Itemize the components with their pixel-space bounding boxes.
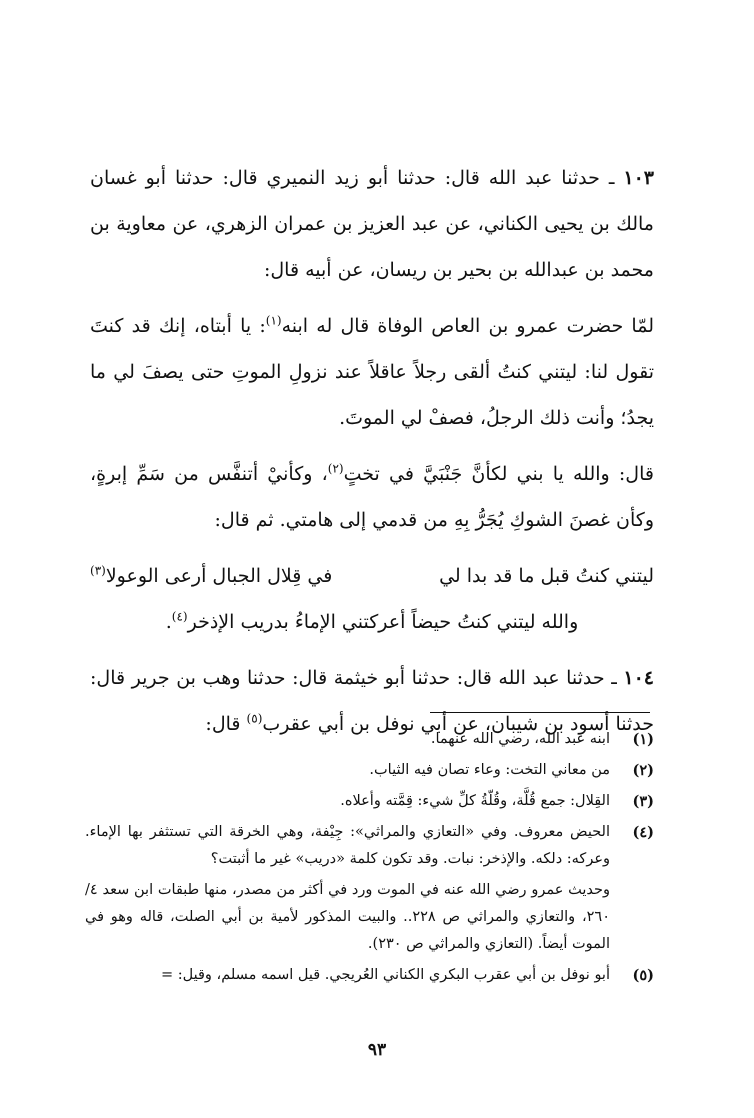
paragraph-text: : يا أبتاه، إنك قد كنتَ تقول لنا: ليتني كنتُ ألقى رجلاً عاقلاً عند نزولِ الموتِ حتى يصفَ لي ما يجدُ؛ وأنت ذلك الرجلُ، فصفْ لي الموتَ. xyxy=(90,315,654,429)
footnote-text: القِلال: جمع قُلَّة، وقُلّةُ كلِّ شيء: قِمَّته وأعلاه. xyxy=(340,793,610,809)
verse-line-2 xyxy=(90,599,654,645)
main-text xyxy=(90,155,654,747)
verse-line-1 xyxy=(90,553,654,599)
footnote-5 xyxy=(85,962,654,989)
page-number: ٩٣ xyxy=(367,1040,387,1060)
footnote-number: (١) xyxy=(632,731,654,748)
isnad-text: ـ حدثنا عبد الله قال: حدثنا أبو زيد النميري قال: حدثنا أبو غسان مالك بن يحيى الكناني، عن عبد العزيز بن عمران الزهري، عن معاوية بن محمد بن عبدالله بن بحير بن ريسان، عن أبيه قال: xyxy=(90,167,654,281)
hadith-103-paragraph-2 xyxy=(90,451,654,543)
paragraph-text: قال: والله يا بني لكأنَّ جَنْبَيَّ في تختٍ xyxy=(343,463,654,485)
verse-text: والله ليتني كنتُ حيضاً أعركتني الإماءُ بدريب الإذخر xyxy=(187,611,579,633)
footnote-4-continuation: وحديث عمرو رضي الله عنه في الموت ورد في أكثر من مصدر، منها طبقات ابن سعد ٤/ ٢٦٠، والتعازي والمراثي ص ٢٢٨.. والبيت المذكور لأمية بن أبي الصلت، قاله وهو في الموت أيضاً. (التعازي والمراثي ص ٢٣٠). xyxy=(85,882,611,952)
footnote-number: (٤) xyxy=(632,824,654,841)
footnote-ref: (٤) xyxy=(171,609,188,624)
footnote-text: ابنه عبد الله، رضي الله عنهما. xyxy=(430,731,610,747)
verse-hemistich-2: في قِلال الجبال أرعى الوعولا xyxy=(105,565,333,587)
paragraph-text: لمّا حضرت عمرو بن العاص الوفاة قال له ابنه xyxy=(281,315,654,337)
footnote-ref: (٣) xyxy=(90,563,106,578)
footnote-text: من معاني التخت: وعاء تصان فيه الثياب. xyxy=(369,762,610,778)
footnote-ref: (٥) xyxy=(246,711,263,726)
footnote-number: (٣) xyxy=(632,793,654,810)
footnote-text: أبو نوفل بن أبي عقرب البكري الكناني العُريجي. قيل اسمه مسلم، وقيل: = xyxy=(160,967,610,983)
footnote-ref: (٢) xyxy=(327,461,344,476)
paragraph-text: ، وكأنيْ أتنفَّس من سَمِّ إبرةٍ، وكأن غصنَ الشوكِ يُجَرُّ بِهِ من قدمي إلى هامتي. ثم قال: xyxy=(90,463,654,531)
footnote-1 xyxy=(85,726,654,753)
footnotes xyxy=(85,726,654,993)
verse-end: . xyxy=(165,611,172,633)
footnote-number: (٥) xyxy=(632,967,654,984)
hadith-103-paragraph-1 xyxy=(90,303,654,441)
verse-hemistich-2-wrap xyxy=(90,553,332,599)
footnote-text: الحيض معروف. وفي «التعازي والمراثي»: جِيْفة، وهي الخرقة التي تستثفر بها الإماء. وعركه: دلكه. والإذخر: نبات. وقد تكون كلمة «دريب» غير ما أثبتت؟ xyxy=(85,824,610,867)
footnote-ref: (١) xyxy=(265,313,282,328)
hadith-103-isnad xyxy=(90,155,654,293)
footnote-3 xyxy=(85,788,654,815)
footnote-divider xyxy=(430,712,650,713)
hadith-number: ١٠٤ xyxy=(623,667,654,689)
footnote-number: (٢) xyxy=(632,762,654,779)
paragraph-text: قال: xyxy=(205,713,247,735)
paragraph-text: ـ حدثنا عبد الله قال: حدثنا أبو خيثمة قال: حدثنا وهب بن جرير قال: حدثنا أسود بن شيبان، عن أبي نوفل بن أبي عقرب xyxy=(90,667,654,735)
footnote-4 xyxy=(85,819,654,873)
verse-hemistich-1: ليتني كنتُ قبل ما قد بدا لي xyxy=(439,565,654,587)
hadith-number: ١٠٣ xyxy=(623,167,654,189)
footnote-2 xyxy=(85,757,654,784)
